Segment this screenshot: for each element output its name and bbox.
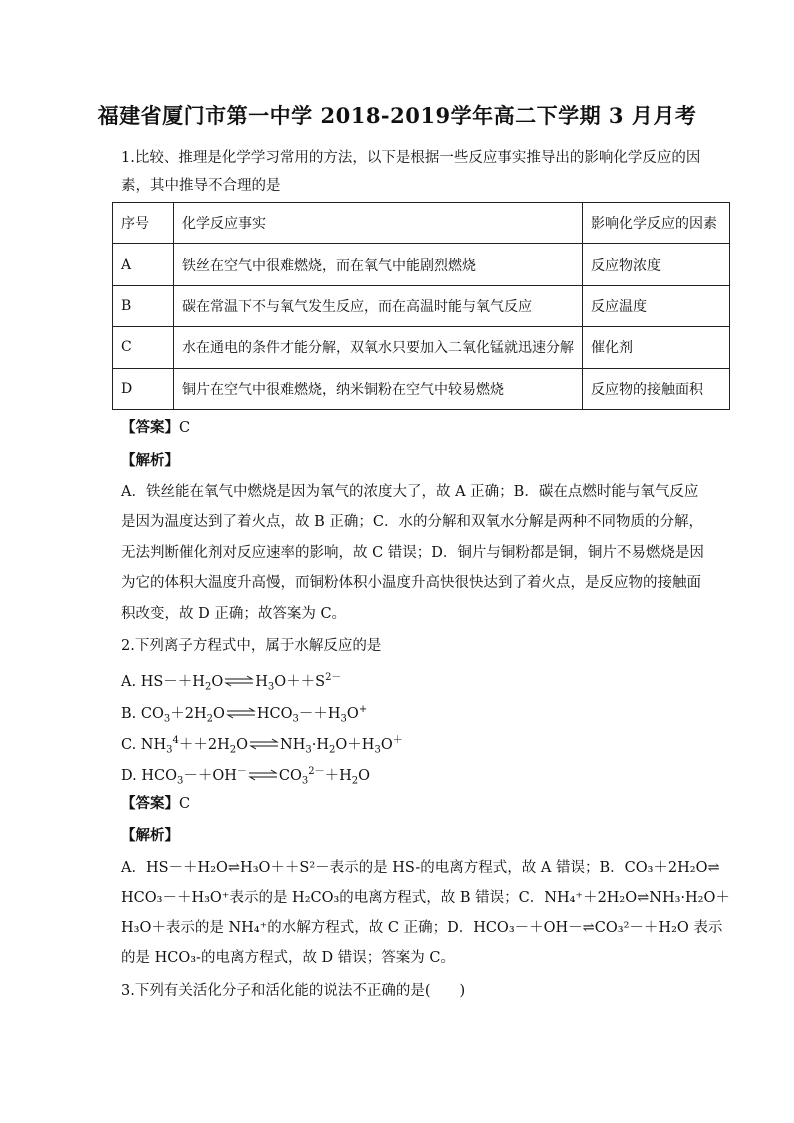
table-header-row (113, 203, 730, 244)
equilibrium-arrow-icon (224, 675, 254, 687)
q2-stem: 2.下列离子方程式中，属于水解反应的是 (121, 638, 382, 654)
header-cell-fact: 化学反应事实 (174, 203, 583, 244)
q3-stem: 3.下列有关活化分子和活化能的说法不正确的是( ) (121, 983, 466, 999)
q2-option-b: B. $CO_3+2H_2O$ $HCO_3-+H_3O^+$ (121, 704, 368, 725)
q1-analysis-line: 是因为温度达到了着火点，故 B 正确；C．水的分解和双氧水分解是两种不同物质的分解， (121, 514, 703, 530)
q1-analysis-tag: 【解析】 (121, 452, 179, 469)
header-cell-factor: 影响化学反应的因素 (583, 203, 730, 244)
q2-analysis-line: 的是 HCO₃-的电离方程式，故 D 错误；答案为 C。 (121, 950, 455, 966)
row-fact: 铜片在空气中很难燃烧，纳米铜粉在空气中较易燃烧 (174, 368, 583, 409)
q1-analysis-line: 无法判断催化剂对反应速率的影响，故 C 错误；D．铜片与铜粉都是铜，铜片不易燃烧是因 (121, 545, 704, 561)
q2-analysis-tag: 【解析】 (121, 827, 179, 844)
equilibrium-arrow-icon (248, 769, 278, 781)
answer-value: C (179, 420, 191, 436)
row-label: B (113, 285, 174, 326)
row-fact: 碳在常温下不与氧气发生反应，而在高温时能与氧气反应 (174, 285, 583, 326)
q2-answer (121, 794, 190, 814)
q2-option-d: D. $HCO_3-+OH^-$ $CO_3^{2-}+H_2O$ (121, 766, 371, 787)
q1-answer (121, 418, 190, 438)
q1-stem-line2: 素，其中推导不合理的是 (121, 178, 281, 194)
q2-analysis-line: HCO₃－＋H₃O⁺表示的是 H₂CO₃的电离方程式，故 B 错误；C．NH₄⁺＋2H₂O⇌NH₃·H₂O＋ (121, 890, 730, 906)
row-label: A (113, 244, 174, 285)
q1-stem-line1: 1.比较、推理是化学学习常用的方法，以下是根据一些反应事实推导出的影响化学反应的因 (121, 150, 701, 166)
row-factor: 反应温度 (583, 285, 730, 326)
header-cell-number: 序号 (113, 203, 174, 244)
row-label: D (113, 368, 174, 409)
equilibrium-arrow-icon (226, 707, 256, 719)
answer-value: C (179, 796, 191, 812)
q1-analysis-line: 积改变，故 D 正确；故答案为 C。 (121, 606, 347, 622)
q2-analysis-line: A．HS－＋H₂O⇌H₃O＋＋S²－表示的是 HS-的电离方程式，故 A 错误；B．CO₃＋2H₂O⇌ (121, 860, 720, 876)
table-row (113, 327, 730, 368)
q2-option-c: C. $NH_3^4++2H_2O$ $NH_3\cdot H_2O+H_3O^+$ (121, 735, 403, 756)
equilibrium-arrow-icon (249, 738, 279, 750)
answer-tag: 【答案】 (121, 419, 179, 436)
q1-analysis-line: 为它的体积大温度升高慢，而铜粉体积小温度升高快很快达到了着火点，是反应物的接触面 (121, 575, 701, 591)
q2-analysis-line: H₃O＋表示的是 NH₄⁺的水解方程式，故 C 正确；D．HCO₃－＋OH－⇌CO₃²－＋H₂O 表示 (121, 920, 723, 936)
table-row (113, 244, 730, 285)
document-title: 福建省厦门市第一中学 2018-2019学年高二下学期 3 月月考 (97, 103, 697, 128)
q1-analysis-line: A．铁丝能在氧气中燃烧是因为氧气的浓度大了，故 A 正确；B．碳在点燃时能与氧气反应 (121, 484, 699, 500)
table-row (113, 368, 730, 409)
row-label: C (113, 327, 174, 368)
row-fact: 水在通电的条件才能分解，双氧水只要加入二氧化锰就迅速分解 (174, 327, 583, 368)
row-fact: 铁丝在空气中很难燃烧，而在氧气中能剧烈燃烧 (174, 244, 583, 285)
row-factor: 反应物的接触面积 (583, 368, 730, 409)
reaction-facts-table (112, 202, 730, 410)
q2-option-a: A. $HS-+H_2O$ $H_3O++S^{2-}$ (121, 672, 342, 693)
row-factor: 催化剂 (583, 327, 730, 368)
row-factor: 反应物浓度 (583, 244, 730, 285)
answer-tag: 【答案】 (121, 795, 179, 812)
table-row (113, 285, 730, 326)
